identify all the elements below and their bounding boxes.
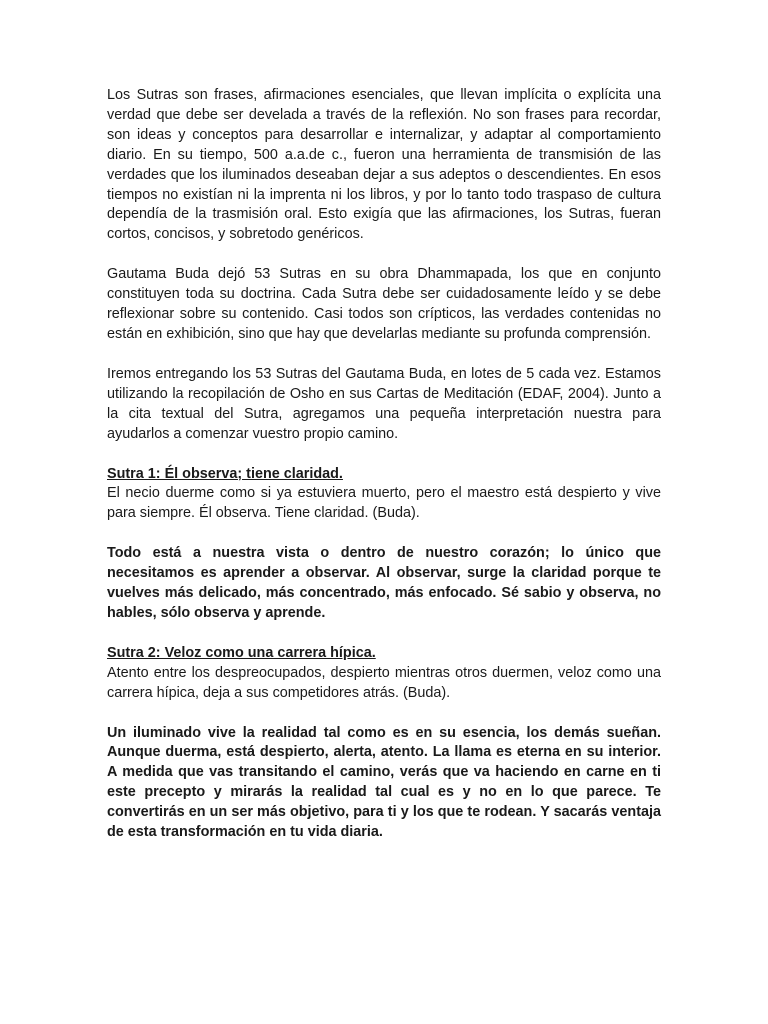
sutra-1-section: [107, 465, 661, 525]
sutra-2-section: [107, 644, 661, 704]
sutra-1-quote: El necio duerme como si ya estuviera muerto, pero el maestro está despierto y vive para siempre. Él observa. Tiene claridad. (Buda).: [107, 485, 661, 522]
sutra-2-quote: Atento entre los despreocupados, despierto mientras otros duermen, veloz como una carrera hípica, deja a sus competidores atrás. (Buda).: [107, 664, 661, 701]
sutra-2-commentary: Un iluminado vive la realidad tal como es en su esencia, los demás sueñan. Aunque duerma, está despierto, alerta, atento. La llama es eterna en su interior. A medida que vas transitando el camino, verás que va haciendo en carne en ti este precepto y mirarás la realidad tal cual es y no en lo que parece. Te convertirás en un ser más objetivo, para ti y los que te rodean. Y sacarás ventaja de esta transformación en tu vida diaria.: [107, 724, 661, 841]
intro-paragraph-2: Gautama Buda dejó 53 Sutras en su obra Dhammapada, los que en conjunto constituyen toda su doctrina. Cada Sutra debe ser cuidadosamente leído y se debe reflexionar sobre su contenido. Casi todos son crípticos, las verdades contenidas no están en exhibición, sino que hay que develarlas mediante su profunda comprensión.: [107, 266, 661, 342]
sutra-2-title: Sutra 2: Veloz como una carrera hípica.: [107, 644, 376, 661]
sutra-1-commentary: Todo está a nuestra vista o dentro de nuestro corazón; lo único que necesitamos es aprender a observar. Al observar, surge la claridad porque te vuelves más delicado, más concentrado, más enfocado. Sé sabio y observa, no hables, sólo observa y aprende.: [107, 545, 661, 621]
sutra-1-title: Sutra 1: Él observa; tiene claridad.: [107, 465, 343, 482]
intro-paragraph-3: Iremos entregando los 53 Sutras del Gautama Buda, en lotes de 5 cada vez. Estamos utilizando la recopilación de Osho en sus Cartas de Meditación (EDAF, 2004). Junto a la cita textual del Sutra, agregamos una pequeña interpretación nuestra para ayudarlos a comenzar vuestro propio camino.: [107, 365, 661, 442]
intro-paragraph-1: Los Sutras son frases, afirmaciones esenciales, que llevan implícita o explícita una verdad que debe ser develada a través de la reflexión. No son frases para recordar, son ideas y conceptos para desarrollar e internalizar, y adaptar al comportamiento diario. En su tiempo, 500 a.a.de c., fueron una herramienta de transmisión de las verdades que los iluminados deseaban dejar a sus adeptos o descendientes. En esos tiempos no existían ni la imprenta ni los libros, y por lo tanto todo traspaso de cultura dependía de la trasmisión oral. Esto exigía que las afirmaciones, los Sutras, fueran cortos, concisos, y sobretodo genéricos.: [107, 87, 661, 243]
